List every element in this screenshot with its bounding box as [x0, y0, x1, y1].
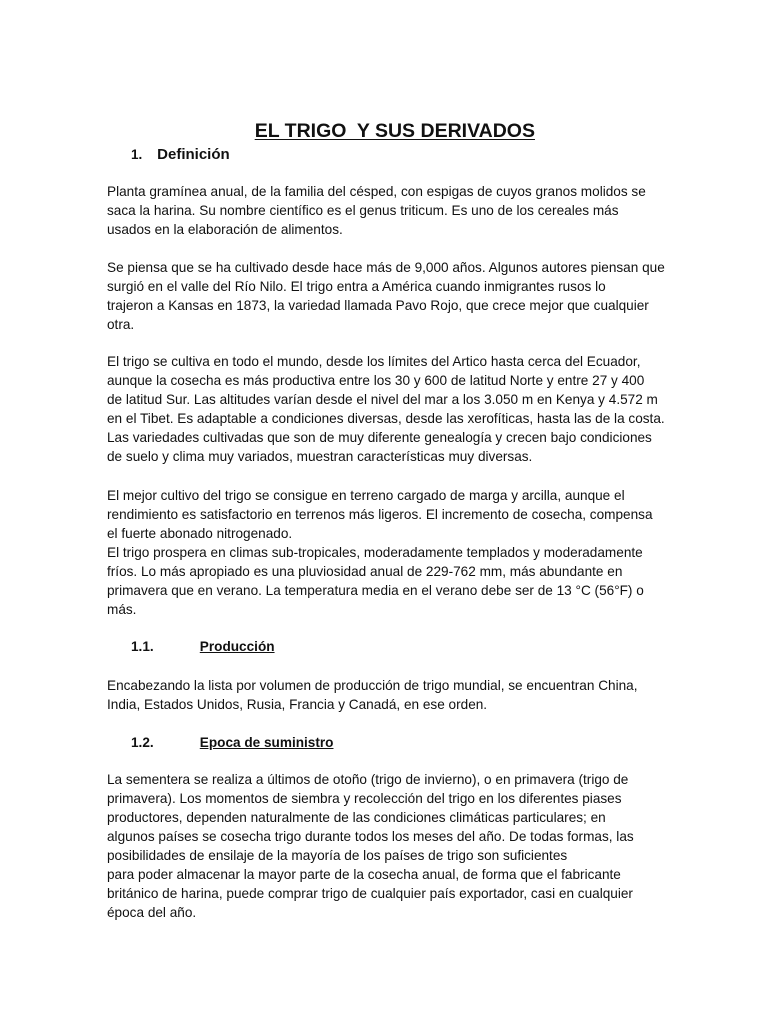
paragraph-line: posibilidades de ensilaje de la mayoría de los países de trigo son suficientes [107, 848, 568, 863]
paragraph-definicion-1 [107, 182, 667, 239]
paragraph-line: productores, dependen naturalmente de las condiciones climáticas particulares; en [107, 810, 606, 825]
paragraph-definicion-4 [107, 486, 667, 619]
section-title: Definición [157, 146, 230, 163]
paragraph-line: La sementera se realiza a últimos de otoño (trigo de invierno), o en primavera (trigo de [107, 772, 629, 787]
paragraph-line: El trigo prospera en climas sub-tropicales, moderadamente templados y moderadamente [107, 545, 643, 560]
paragraph-line: de suelo y clima muy variados, muestran características muy diversas. [107, 449, 533, 464]
paragraph-line: trajeron a Kansas en 1873, la variedad llamada Pavo Rojo, que crece mejor que cualquier [107, 298, 649, 313]
section-heading-produccion [131, 637, 275, 656]
paragraph-line: más. [107, 602, 137, 617]
paragraph-line: para poder almacenar la mayor parte de la cosecha anual, de forma que el fabricante [107, 867, 621, 882]
paragraph-line: algunos países se cosecha trigo durante todos los meses del año. De todas formas, las [107, 829, 634, 844]
paragraph-line: época del año. [107, 905, 197, 920]
paragraph-line: Las variedades cultivadas que son de muy diferente genealogía y crecen bajo condiciones [107, 430, 652, 445]
section-number: 1.2. [131, 735, 154, 750]
paragraph-line: Encabezando la lista por volumen de producción de trigo mundial, se encuentran China, [107, 678, 638, 693]
paragraph-line: El mejor cultivo del trigo se consigue en terreno cargado de marga y arcilla, aunque el [107, 488, 625, 503]
paragraph-line: rendimiento es satisfactorio en terrenos más ligeros. El incremento de cosecha, compensa [107, 507, 653, 522]
section-number: 1. [131, 147, 143, 162]
section-title: Epoca de suministro [199, 735, 334, 750]
paragraph-line: otra. [107, 317, 135, 332]
document-title [0, 95, 768, 167]
paragraph-line: Planta gramínea anual, de la familia del césped, con espigas de cuyos granos molidos se [107, 184, 646, 199]
paragraph-line: Se piensa que se ha cultivado desde hace más de 9,000 años. Algunos autores piensan que [107, 260, 665, 275]
section-title: Producción [199, 639, 275, 654]
paragraph-line: primavera). Los momentos de siembra y recolección del trigo en los diferentes piases [107, 791, 622, 806]
paragraph-line: usados en la elaboración de alimentos. [107, 222, 343, 237]
paragraph-line: británico de harina, puede comprar trigo de cualquier país exportador, casi en cualquier [107, 886, 633, 901]
paragraph-line: de latitud Sur. Las altitudes varían desde el nivel del mar a los 3.050 m en Kenya y 4.572 m [107, 392, 658, 407]
paragraph-epoca-de-suministro [107, 770, 667, 922]
paragraph-line: el fuerte abonado nitrogenado. [107, 526, 293, 541]
paragraph-line: aunque la cosecha es más productiva entre los 30 y 600 de latitud Norte y entre 27 y 400 [107, 373, 645, 388]
paragraph-line: en el Tibet. Es adaptable a condiciones diversas, desde las xerofíticas, hasta las de la costa. [107, 411, 665, 426]
section-heading-definicion [131, 144, 230, 166]
paragraph-line: India, Estados Unidos, Rusia, Francia y Canadá, en ese orden. [107, 697, 488, 712]
section-number: 1.1. [131, 639, 154, 654]
paragraph-line: primavera que en verano. La temperatura media en el verano debe ser de 13 °C (56°F) o [107, 583, 644, 598]
paragraph-line: El trigo se cultiva en todo el mundo, desde los límites del Artico hasta cerca del Ecuador, [107, 354, 641, 369]
paragraph-definicion-2 [107, 258, 667, 334]
paragraph-line: surgió en el valle del Río Nilo. El trigo entra a América cuando inmigrantes rusos lo [107, 279, 606, 294]
section-heading-epoca-de-suministro [131, 733, 333, 752]
paragraph-definicion-3 [107, 352, 667, 466]
paragraph-produccion [107, 676, 667, 714]
document-title-text: EL TRIGO Y SUS DERIVADOS [254, 120, 535, 142]
paragraph-line: saca la harina. Su nombre científico es el genus triticum. Es uno de los cereales más [107, 203, 619, 218]
paragraph-line: fríos. Lo más apropiado es una pluviosidad anual de 229-762 mm, más abundante en [107, 564, 623, 579]
